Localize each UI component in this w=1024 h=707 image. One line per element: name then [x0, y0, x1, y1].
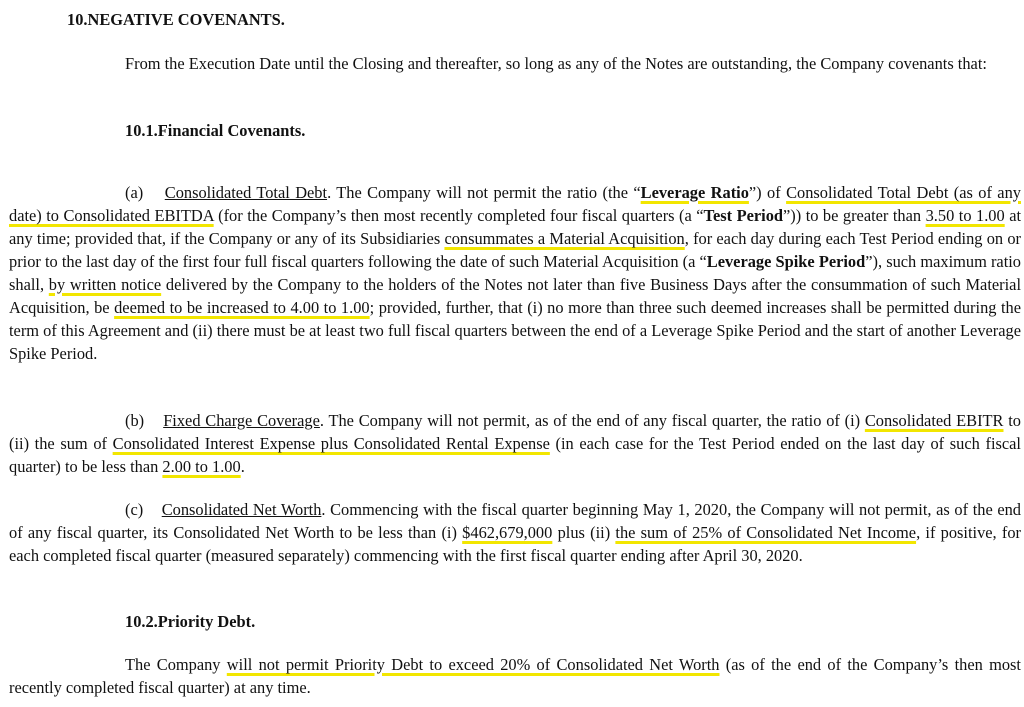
highlight-debt-to-ebitda: Consolidated Total Debt (as of any date) to Consolidated EBITDA [9, 183, 1021, 225]
covenant-title-total-debt: Consolidated Total Debt [164, 183, 328, 202]
highlight-material-acquisition: consummates a Material Acquisition [444, 229, 685, 248]
heading-negative-covenants: 10.NEGATIVE COVENANTS. [67, 10, 285, 29]
highlight-ratio-4-00: deemed to be increased to 4.00 to 1.00 [114, 298, 370, 317]
covenant-title-fixed-charge: Fixed Charge Coverage [163, 411, 320, 430]
highlight-net-worth-amount: $462,679,000 [462, 523, 553, 542]
highlight-ratio-2-00: 2.00 to 1.00 [162, 457, 241, 476]
paragraph-consolidated-net-worth: (c) Consolidated Net Worth. Commencing with the fiscal quarter beginning May 1, 2020, the Company will not permit, as of the end of any fiscal quarter, its Consolidated Net Worth to be less than (i) $462,679,000 plus (ii) the sum of 25% of Consolidated Net Income, if positive, for each completed fiscal quarter (measured separately) commencing with the first fiscal quarter ending after April 30, 2020. [9, 500, 1022, 565]
defined-term-leverage-spike-period: Leverage Spike Period [706, 252, 866, 271]
intro-paragraph: From the Execution Date until the Closing and thereafter, so long as any of the Notes are outstanding, the Company covenants that: [125, 54, 987, 73]
highlight-priority-debt-limit: will not permit Priority Debt to exceed 20% of Consolidated Net Worth [226, 655, 720, 674]
heading-financial-covenants: 10.1.Financial Covenants. [125, 121, 306, 140]
defined-term-test-period: Test Period [703, 206, 784, 225]
highlight-interest-rental-expense: Consolidated Interest Expense plus Consolidated Rental Expense [112, 434, 550, 453]
paragraph-priority-debt: The Company will not permit Priority Debt to exceed 20% of Consolidated Net Worth (as of the end of the Company’s then most recently completed fiscal quarter) at any time. [9, 655, 1021, 697]
covenant-title-net-worth: Consolidated Net Worth [161, 500, 322, 519]
highlight-net-income-share: the sum of 25% of Consolidated Net Income [615, 523, 917, 542]
defined-term-leverage-ratio: Leverage Ratio [640, 183, 749, 202]
highlight-written-notice: by written notice [48, 275, 162, 294]
paragraph-consolidated-total-debt: (a) Consolidated Total Debt. The Company will not permit the ratio (the “Leverage Ratio”) of Consolidated Total Debt (as of any date) to Consolidated EBITDA (for the Company’s then most recently completed four fiscal quarters (a “Test Period”)) to be greater than 3.50 to 1.00 at any time; provided that, if the Company or any of its Subsidiaries consummates a Material Acquisition, for each day during each Test Period ending on or prior to the last day of the first four full fiscal quarters following the date of such Material Acquisition (a “Leverage Spike Period”), such maximum ratio shall, by written notice delivered by the Company to the holders of the Notes not later than five Business Days after the consummation of such Material Acquisition, be deemed to be increased to 4.00 to 1.00; provided, further, that (i) no more than three such deemed increases shall be permitted during the term of this Agreement and (ii) there must be at least two full fiscal quarters between the end of a Leverage Spike Period and the start of another Leverage Spike Period. [9, 183, 1022, 363]
highlight-ebitr: Consolidated EBITR [864, 411, 1004, 430]
paragraph-fixed-charge-coverage: (b) Fixed Charge Coverage. The Company will not permit, as of the end of any fiscal quarter, the ratio of (i) Consolidated EBITR to (ii) the sum of Consolidated Interest Expense plus Consolidated Rental Expense (in each case for the Test Period ended on the last day of such fiscal quarter) to be less than 2.00 to 1.00. [9, 411, 1021, 476]
highlight-ratio-3-50: 3.50 to 1.00 [925, 206, 1005, 225]
heading-priority-debt: 10.2.Priority Debt. [125, 612, 256, 631]
